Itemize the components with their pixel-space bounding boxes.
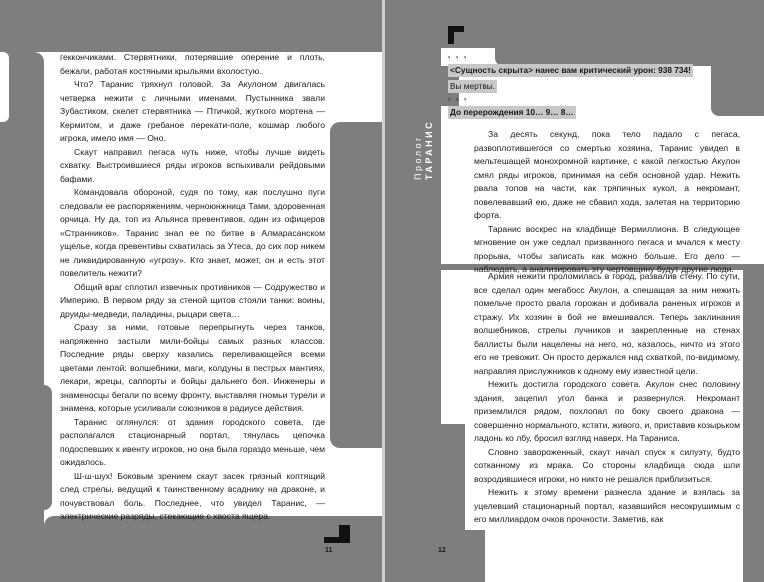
paragraph: Нежить достигла городского совета. Акулон снес половину здания, зацепил угол банка и развернулся. Некромант приземлился рядом, похлопал по боку своего дракона — совершенно нормального, кстати, живого, и, приставив козырьком ладонь ко лбу, бросил взгляд наверх. На Тараниса. — [474, 379, 740, 443]
system-message-damage: <Сущность скрыта> нанес вам критический урон: 938 734! — [450, 65, 691, 75]
right-text-bottom — [474, 270, 740, 527]
paragraph: Таранис оглянулся: от здания городского совета, где располагался стационарный портал, тянулась цепочка подоспевших к ивенту игроков, но она была гораздо меньше, чем ожидалось. — [60, 416, 325, 467]
paragraph: За десять секунд, пока тело падало с пегаса, развоплотившегося со смертью хозяина, Таранис увидел в мельтешащей монохромной картинке, с какой легкостью Акулон смял ряды игроков, принимая на себя основной удар. Нежить рвала топов на части, как тряпичных кукол, а некромант, повелевавший ею, даже не сбавил хода, залетая на территорию форта. — [474, 129, 740, 220]
paragraph: Ш-ш-шух! Боковым зрением скаут засек грязный коптящий след стрелы, ведущий к таинственному всаднику на драконе, и почувствовал боль. Последнее, что увидел Таранис, — электрические разряды, стекающие с хвоста ящера. — [60, 470, 325, 521]
paragraph: Таранис воскрес на кладбище Вермиллиона. В следующее мгновение он уже седлал призванного пегаса и мчался к месту прорыва, чтобы записать как можно больше. Его дело — наблюдать, а анализировать эту чертовщину будут другие люди. — [474, 223, 740, 274]
left-text — [60, 51, 325, 524]
chapter-label: Пролог — [413, 135, 423, 180]
right-text-top — [474, 128, 740, 277]
page-number: 12 — [438, 547, 446, 554]
paragraph: Командовала обороной, судя по тому, как послушно пуги следовали ее распоряжениям, черноюнжница Тами, здоровенная орчица. Ну да, топ из Альянса превентивов, один из офицеров «Странников». Таранис знал ее по битве в Алмарасанском ущелье, когда превентивы схватилась за Утеса, до сих пор никем не ликвидированную «угрозу». Кто знает, может, он и есть этот повелитель нежити? — [60, 187, 325, 278]
system-messages — [448, 54, 693, 122]
paragraph: Скаут направил пегаса чуть ниже, чтобы лучше видеть схватку. Выстроившиеся ряды игроков вспыхивали рейдовыми бафами. — [60, 146, 325, 184]
page-number: 11 — [325, 547, 333, 554]
paragraph: Общий враг сплотил извечных противников — Содружество и Империю. В первом ряду за стеной щитов стояли танки: воины, друиды-медведи, паладины, рыцари света… — [60, 281, 325, 319]
paragraph: Армия нежити проломилась в город, развалив стену. По сути, все сделал один мегабосс Акулон, а спешащая за ним нежить помельче просто рвала горожан и добивала раненых игроков и стражу. Их хозяин в бой не вмешивался. Теперь заклинания волшебников, стрелы лучников и закрепленные на стенах баллисты были нацелены на него, но, казалось, ничто из этого его не тревожит. Он просто держался над схваткой, по-видимому, направляя прислужников к одному ему известной цели. — [474, 271, 740, 376]
paragraph: Что? Таранис тряхнул головой. За Акулоном двигалась четверка нежити с личными именами. Пустынника звали Зубастиком, скелет стервятника — Птичкой, жуткого мортена — Кермитом, и даже гребаное перекати-поле, кошмар любого игрока, имело имя — Оно. — [60, 79, 325, 143]
paragraph: Сразу за ними, готовые перепрыгнуть через танков, напряженно застыли мили-бойцы самых разных классов. Последние ряды сверху казались переливающейся всеми цветами лентой: волшебники, маги, колдуны в пестрых мантиях, лекари, жрецы, саппорты и бойцы дальнего боя. Инженеры и знаменосцы бегали по всему фронту, выставляя гномьи турели и знамена, которые усиливали союзников в радиусе действия. — [60, 322, 325, 413]
system-message-respawn: До перерождения 10… 9… 8… — [450, 107, 574, 117]
chapter-title: ТАРАНИС — [424, 119, 434, 180]
system-message-dead: Вы мертвы. — [450, 81, 496, 91]
arrows-marker: › › › — [448, 96, 469, 103]
arrows-marker: › › › — [448, 54, 469, 61]
paragraph: Словно завороженный, скаут начал спуск к силуэту, будто сотканному из мрака. Со стороны кладбища сюда шли возродившиеся игроки, но никто не решался приблизиться. — [474, 446, 740, 484]
paragraph: геккончиками. Стервятники, потерявшие оперение и плоть, бежали, работая костяными крыльями вхолостую. — [60, 52, 325, 76]
paragraph: Нежить к этому времени разнесла здание и взялась за уцелевший стационарный портал, казавшийся несокрушимым с его миллиардом очков прочности. Заметив, как — [474, 487, 740, 524]
chapter-side-label — [413, 120, 435, 180]
